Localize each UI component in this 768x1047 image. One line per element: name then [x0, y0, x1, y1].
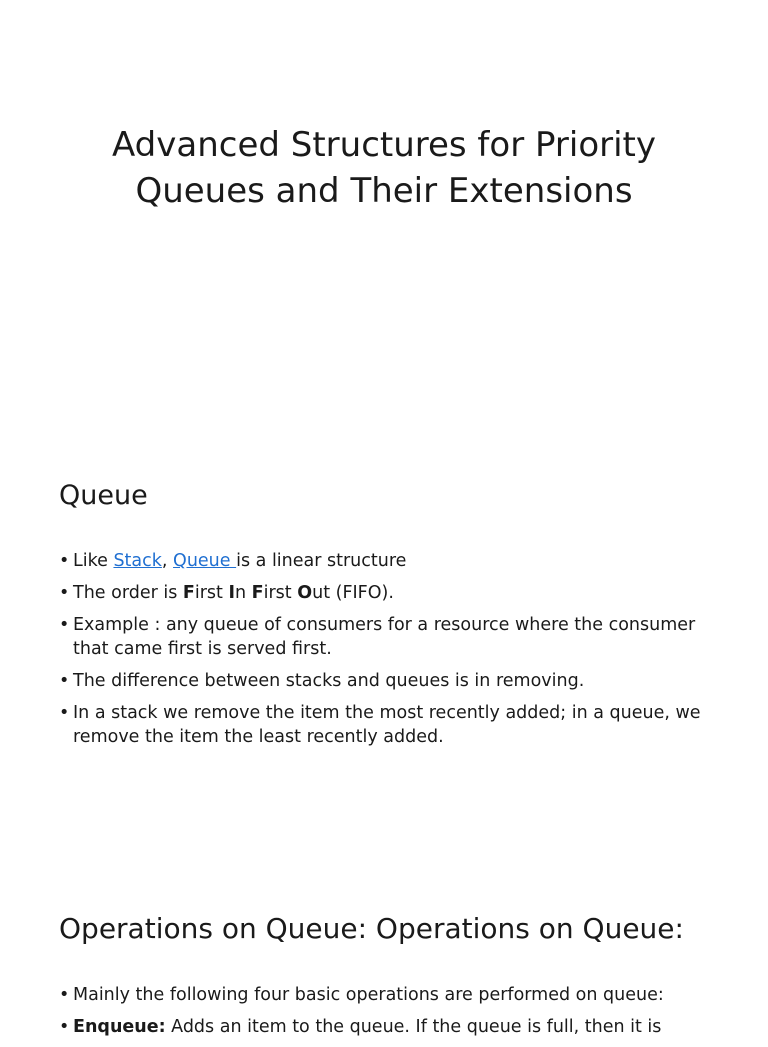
bullet-removal-order: • In a stack we remove the item the most recently added; in a queue, we remove the item the least recently added.	[59, 701, 719, 749]
bold-letter: O	[297, 583, 313, 603]
bullet-text: is a linear structure	[236, 551, 407, 571]
bullet-fifo-order	[59, 581, 719, 605]
slide-title	[0, 122, 768, 214]
enqueue-label: Enqueue:	[73, 1017, 166, 1037]
slide-title-line-1: Advanced Structures for Priority	[112, 125, 656, 165]
bullet-text: irst	[194, 583, 229, 603]
operations-heading: Operations on Queue: Operations on Queue:	[59, 912, 684, 945]
queue-heading: Queue	[59, 480, 148, 511]
bullet-text: irst	[263, 583, 298, 603]
bullet-text: The order is	[73, 583, 183, 603]
bullet-text: n	[234, 583, 252, 603]
bullet-difference: • The difference between stacks and queues is in removing.	[59, 669, 719, 693]
stack-link[interactable]: Stack	[113, 551, 162, 571]
slide-title-line-2: Queues and Their Extensions	[135, 171, 633, 211]
queue-bullet-list	[59, 549, 719, 757]
bullet-text: Like	[73, 551, 114, 571]
bullet-four-operations: • Mainly the following four basic operations are performed on queue:	[59, 983, 719, 1007]
enqueue-text: Adds an item to the queue. If the queue is full, then it is	[165, 1017, 662, 1037]
bold-letter: F	[251, 583, 264, 603]
bullet-example: • Example : any queue of consumers for a resource where the consumer that came first is served first.	[59, 613, 719, 661]
bullet-text: ut (FIFO).	[312, 583, 394, 603]
bullet-linear-structure	[59, 549, 719, 573]
queue-link[interactable]: Queue	[173, 551, 237, 571]
bullet-enqueue	[59, 1015, 719, 1039]
bold-letter: I	[228, 583, 235, 603]
bold-letter: F	[182, 583, 195, 603]
bullet-text: ,	[161, 551, 174, 571]
operations-bullet-list	[59, 983, 719, 1047]
